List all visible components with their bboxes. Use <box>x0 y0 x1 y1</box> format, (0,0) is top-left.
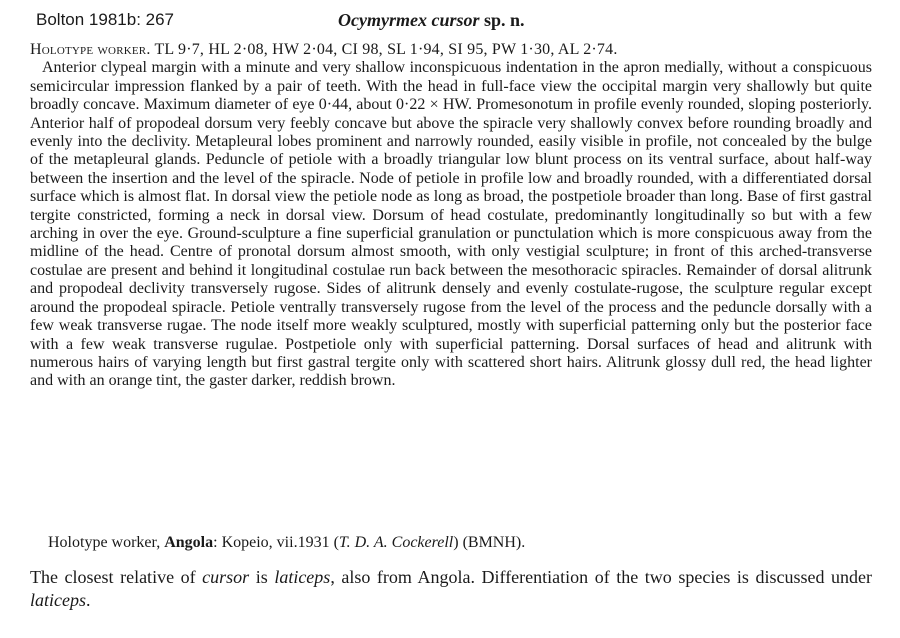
description-paragraph: Anterior clypeal margin with a minute and very shallow inconspicuous indentation in the apron medially, without a conspicuous semicircular impression flanked by a pair of teeth. With the head in full-face view the occipital margin very shallowly but quite broadly concave. Maximum diameter of eye 0·44, about 0·22 × HW. Promesonotum in profile evenly rounded, sloping posteriorly. Anterior half of propodeal dorsum very feebly concave but above the spiracle very shallowly convex before rounding broadly and evenly into the declivity. Metapleural lobes prominent and narrowly rounded, easily visible in profile, not concealed by the bulge of the metapleural glands. Peduncle of petiole with a broadly triangular low blunt process on its ventral surface, about half-way between the insertion and the level of the spiracle. Node of petiole in profile low and broadly rounded, with a differentiated dorsal surface which is almost flat. In dorsal view the petiole node as long as broad, the postpetiole broader than long. Base of first gastral tergite constricted, forming a neck in dorsal view. Dorsum of head costulate, predominantly longitudinally so but with a few arching in over the eye. Ground-sculpture a fine superficial granulation or punctulation which is more conspicuous away from the midline of the head. Centre of pronotal dorsum almost smooth, with only vestigial sculpture; in front of this arched-transverse costulae are present and behind it longitudinal costulae run back between the mesothoracic spiracles. Remainder of dorsal alitrunk and propodeal declivity transversely rugose. Sides of alitrunk densely and evenly costulate-rugose, the sculpture regular except around the propodeal spiracle. Petiole ventrally transversely rugose from the level of the process and the peduncle dorsally with a few weak transverse rugae. The node itself more weakly sculptured, mostly with superficial patterning only but the posterior face with a few weak transverse rugulae. Postpetiole only with superficial patterning. Dorsal surfaces of head and alitrunk with numerous hairs of varying length but first gastral tergite only with scattered short hairs. Alitrunk glossy dull red, the head lighter and with an orange tint, the gaster darker, reddish brown. <box>30 59 872 390</box>
species-title <box>338 10 525 31</box>
species-laticeps: laticeps <box>274 567 331 587</box>
holotype-measurements <box>30 41 872 59</box>
measurement-values: TL 9·7, HL 2·08, HW 2·04, CI 98, SL 1·94, SI 95, PW 1·30, AL 2·74. <box>150 41 618 58</box>
species-laticeps: laticeps <box>30 590 86 610</box>
holotype-country: Angola <box>164 534 214 551</box>
note-text: is <box>249 567 275 587</box>
holotype-locality: : Kopeio, vii.1931 ( <box>213 534 339 551</box>
holotype-repository: ) (BMNH). <box>453 534 526 551</box>
holotype-label: Holotype worker. <box>30 41 151 58</box>
note-text: , also from Angola. Differentiation of the two species is discussed under <box>330 567 872 587</box>
species-name: Ocymyrmex cursor <box>338 10 480 30</box>
species-cursor: cursor <box>202 567 250 587</box>
holotype-record <box>48 534 525 552</box>
holotype-prefix: Holotype worker, <box>48 534 165 551</box>
note-text: The closest relative of <box>30 567 203 587</box>
holotype-collector: T. D. A. Cockerell <box>338 534 454 551</box>
closest-relative-note <box>30 566 872 612</box>
new-species-marker: sp. n. <box>479 10 525 30</box>
species-description-block <box>30 41 872 391</box>
note-text: . <box>86 590 91 610</box>
bibliographic-reference: Bolton 1981b: 267 <box>36 10 175 29</box>
